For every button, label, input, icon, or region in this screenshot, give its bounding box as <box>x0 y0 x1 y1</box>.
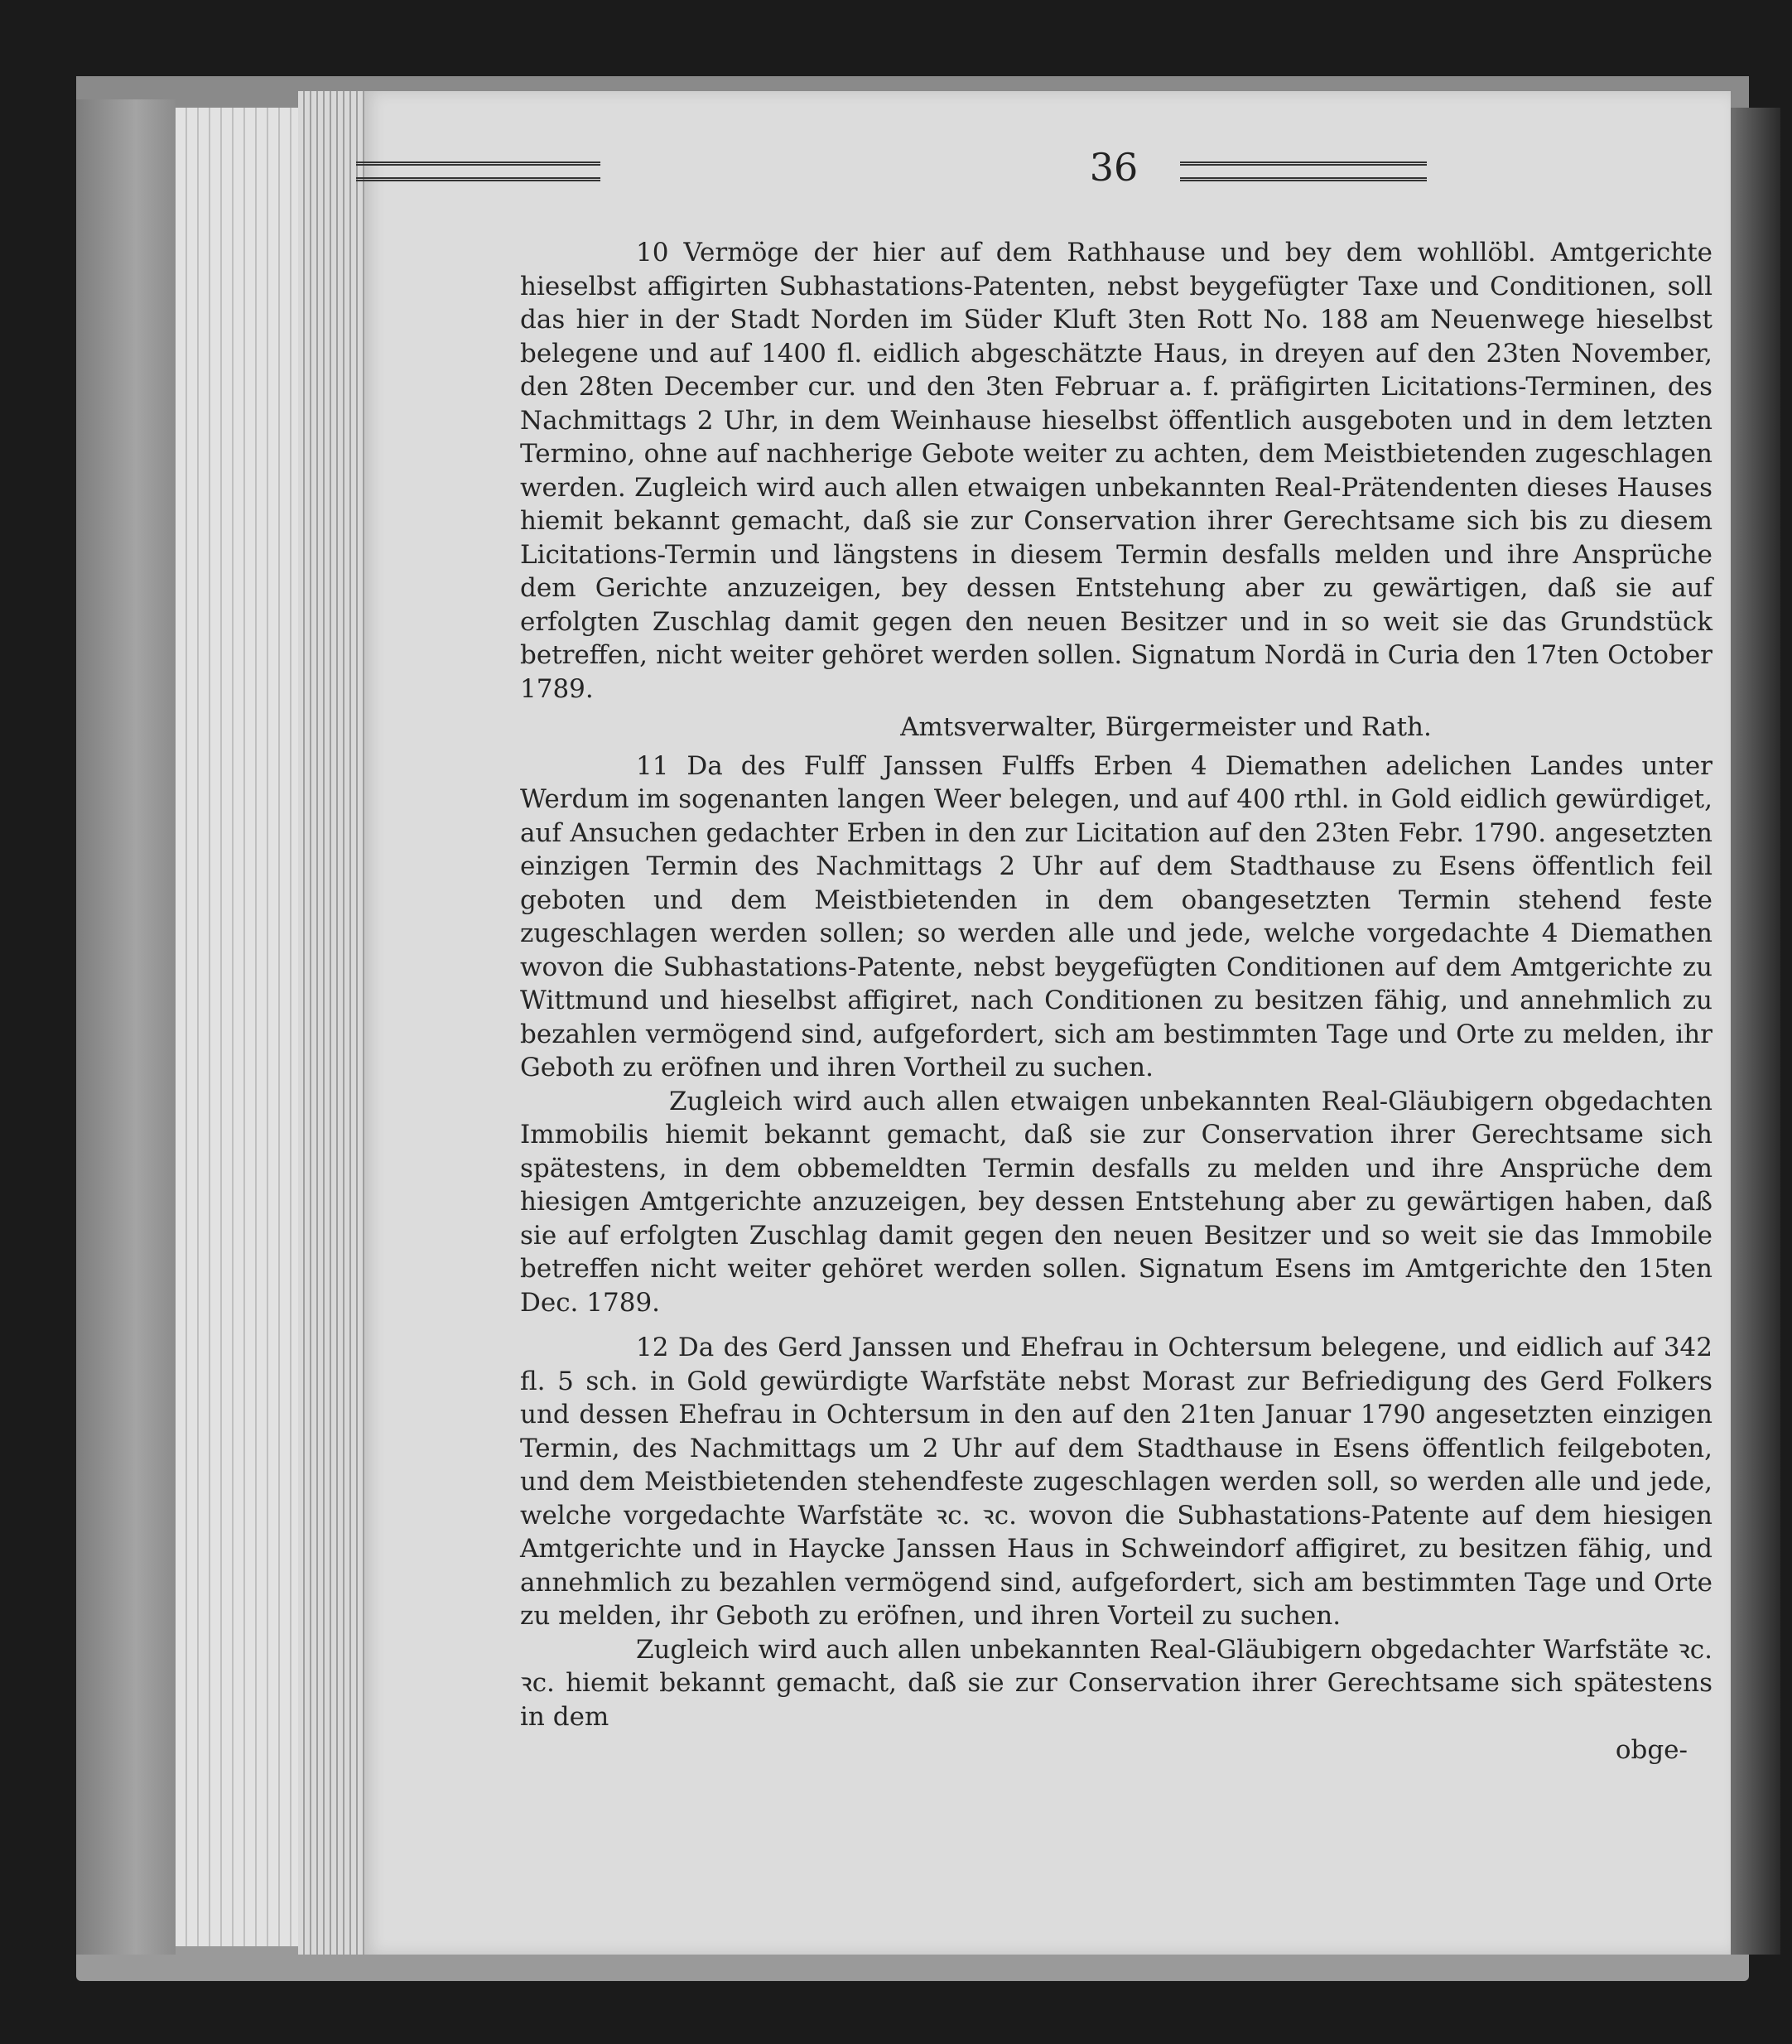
notice-12-paragraph-2: Zugleich wird auch allen unbekannten Real-Gläubigern obgedachter Warfstäte ꝛc. ꝛc. hiemit bekannt gemacht, daß sie zur Conservation ihrer Gerechtsame sich spätestens in dem <box>520 1634 1713 1732</box>
page-edges-inner <box>298 91 364 1955</box>
notice-10-signoff: Amtsverwalter, Bürgermeister und Rath. <box>900 712 1432 742</box>
notice-10-paragraph: 10 Vermöge der hier auf dem Rathhause und bey dem wohllöbl. Amtgerichte hieselbst affigirten Subhastations-Patenten, nebst beygefügter Taxe und Conditionen, soll das hier in der Stadt Norden im Süder Kluft 3ten Rott No. 188 am Neuenwege hieselbst belegene und auf 1400 fl. eidlich abgeschätzte Haus, in dreyen auf den 23ten November, den 28ten December cur. und den 3ten Februar a. f. präfigirten Licitations-Terminen, des Nachmittags 2 Uhr, in dem Weinhause hieselbst öffentlich ausgeboten und in dem letzten Termino, ohne auf nachherige Gebote weiter zu achten, dem Meistbietenden zugeschlagen werden. Zugleich wird auch allen etwaigen unbekannten Real-Prätendenten dieses Hauses hiemit bekannt gemacht, daß sie zur Conservation ihrer Gerechtsame sich bis zu diesem Licitations-Termin und längstens in diesem Termin desfalls melden und ihre Ansprüche dem Gerichte anzuzeigen, bey dessen Entstehung aber zu gewärtigen, daß sie auf erfolgten Zuschlag damit gegen den neuen Besitzer und in so weit sie das Grundstück betreffen, nicht weiter gehöret werden sollen. Signatum Nordä in Curia den 17ten October 1789. <box>520 238 1713 704</box>
notice-11-paragraph: 11 Da des Fulff Janssen Fulffs Erben 4 Diemathen adelichen Landes unter Werdum im sogenanten langen Weer belegen, und auf 400 rthl. in Gold eidlich gewürdiget, auf Ansuchen gedachter Erben in den zur Licitation auf den 23ten Febr. 1790. angesetzten einzigen Termin des Nachmittags 2 Uhr auf dem Stadthause zu Esens öffentlich feil geboten und dem Meistbietenden in dem obangesetzten Termin stehend feste zugeschlagen werden sollen; so werden alle und jede, welche vorgedachte 4 Diemathen wovon die Subhastations-Patente, nebst beygefügten Conditionen auf dem Amtgerichte zu Wittmund und hieselbst affigiret, nach Conditionen zu besitzen fähig, und annehmlich zu bezahlen vermögend sind, aufgefordert, sich am bestimmten Tage und Orte zu melden, ihr Geboth zu eröfnen und ihren Vortheil zu suchen. <box>520 750 1713 1082</box>
notice-12-paragraph: 12 Da des Gerd Janssen und Ehefrau in Ochtersum belegene, und eidlich auf 342 fl. 5 sch. in Gold gewürdigte Warfstäte nebst Morast zur Befriedigung des Gerd Folkers und dessen Ehefrau in Ochtersum in den auf den 21ten Januar 1790 angesetzten einzigen Termin, des Nachmittags um 2 Uhr auf dem Stadthause in Esens öffentlich feilgeboten, und dem Meistbietenden stehendfeste zugeschlagen werden soll, so werden alle und jede, welche vorgedachte Warfstäte ꝛc. ꝛc. wovon die Subhastations-Patente auf dem hiesigen Amtgerichte und in Haycke Janssen Haus in Schweindorf affigiret, zu besitzen fähig, und annehmlich zu bezahlen vermögend sind, aufgefordert, sich am bestimmten Tage und Orte zu melden, ihr Geboth zu eröfnen, und ihren Vorteil zu suchen. <box>520 1333 1713 1631</box>
page-number: 36 <box>1089 145 1139 190</box>
catchword: obge- <box>1615 1735 1688 1765</box>
notice-11-paragraph-2: Zugleich wird auch allen etwaigen unbekannten Real-Gläubigern obgedachten Immobilis hiemit bekannt gemacht, daß sie zur Conservation ihrer Gerechtsame sich spätestens, in dem obbemeldten Termin desfalls zu melden und ihre Ansprüche dem hiesigen Amtgerichte anzuzeigen, bey dessen Entstehung aber zu gewärtigen haben, daß sie auf erfolgten Zuschlag damit gegen den neuen Besitzer und so weit sie das Immobile betreffen nicht weiter gehöret werden sollen. Signatum Esens im Amtgerichte den 15ten Dec. 1789. <box>520 1086 1713 1318</box>
header-rule-right <box>1180 161 1427 181</box>
book-spine <box>76 99 176 1955</box>
page-text <box>520 236 1713 1767</box>
right-gutter <box>1731 108 1780 1955</box>
header-rule-left <box>356 161 600 181</box>
